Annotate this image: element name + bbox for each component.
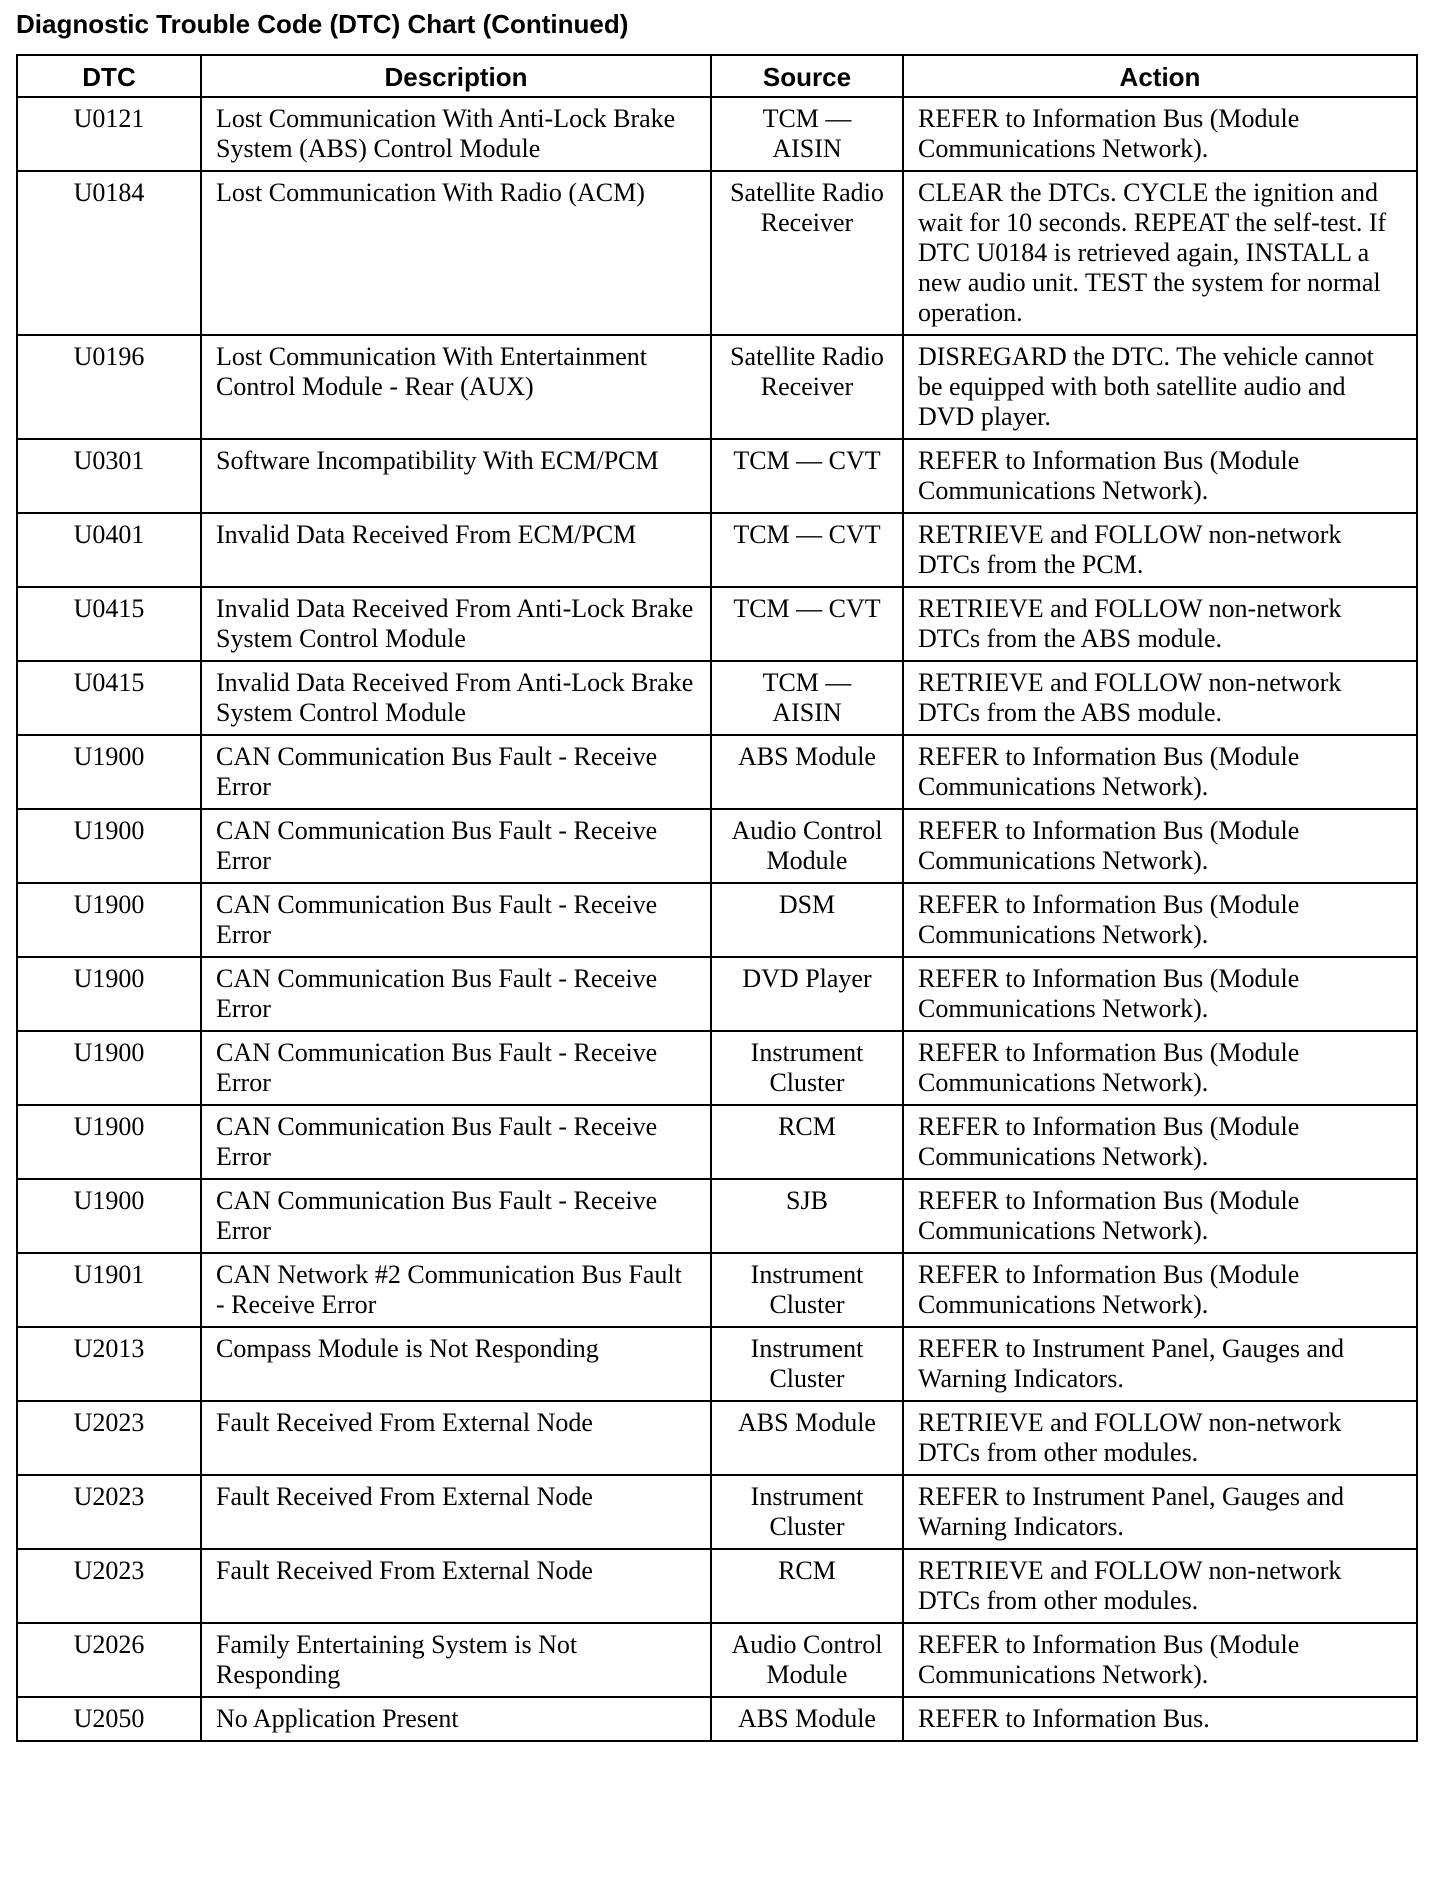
cell-dtc: U2026 [17, 1623, 201, 1697]
table-row [17, 735, 1417, 809]
cell-action: RETRIEVE and FOLLOW non-network DTCs from the ABS module. [903, 587, 1417, 661]
cell-action: REFER to Information Bus. [903, 1697, 1417, 1741]
cell-action: REFER to Information Bus (Module Communications Network). [903, 735, 1417, 809]
cell-description: Invalid Data Received From ECM/PCM [201, 513, 711, 587]
cell-action: RETRIEVE and FOLLOW non-network DTCs from other modules. [903, 1401, 1417, 1475]
cell-source: Audio Control Module [711, 809, 903, 883]
cell-action: REFER to Information Bus (Module Communications Network). [903, 1253, 1417, 1327]
cell-dtc: U1900 [17, 1179, 201, 1253]
cell-description: Lost Communication With Entertainment Control Module - Rear (AUX) [201, 335, 711, 439]
table-row [17, 1031, 1417, 1105]
cell-dtc: U0121 [17, 97, 201, 171]
table-row [17, 1179, 1417, 1253]
table-row [17, 1401, 1417, 1475]
table-row [17, 1623, 1417, 1697]
cell-description: CAN Network #2 Communication Bus Fault - Receive Error [201, 1253, 711, 1327]
cell-action: REFER to Information Bus (Module Communications Network). [903, 883, 1417, 957]
cell-description: Invalid Data Received From Anti-Lock Brake System Control Module [201, 661, 711, 735]
cell-dtc: U0401 [17, 513, 201, 587]
cell-dtc: U0301 [17, 439, 201, 513]
dtc-table [16, 54, 1418, 1742]
cell-source: Instrument Cluster [711, 1327, 903, 1401]
table-body [17, 97, 1417, 1741]
cell-action: RETRIEVE and FOLLOW non-network DTCs from the PCM. [903, 513, 1417, 587]
cell-action: CLEAR the DTCs. CYCLE the ignition and wait for 10 seconds. REPEAT the self-test. If DTC U0184 is retrieved again, INSTALL a new audio unit. TEST the system for normal operation. [903, 171, 1417, 335]
cell-dtc: U1901 [17, 1253, 201, 1327]
header-description: Description [201, 55, 711, 97]
page-title: Diagnostic Trouble Code (DTC) Chart (Continued) [16, 9, 629, 39]
cell-description: CAN Communication Bus Fault - Receive Error [201, 883, 711, 957]
header-action: Action [903, 55, 1417, 97]
cell-description: CAN Communication Bus Fault - Receive Error [201, 735, 711, 809]
cell-source: Audio Control Module [711, 1623, 903, 1697]
header-dtc: DTC [17, 55, 201, 97]
table-row [17, 171, 1417, 335]
cell-action: REFER to Information Bus (Module Communications Network). [903, 1179, 1417, 1253]
cell-dtc: U2023 [17, 1401, 201, 1475]
table-row [17, 957, 1417, 1031]
cell-action: REFER to Information Bus (Module Communications Network). [903, 439, 1417, 513]
cell-dtc: U2013 [17, 1327, 201, 1401]
cell-source: Instrument Cluster [711, 1475, 903, 1549]
header-source: Source [711, 55, 903, 97]
cell-dtc: U0196 [17, 335, 201, 439]
cell-description: CAN Communication Bus Fault - Receive Error [201, 957, 711, 1031]
table-row [17, 587, 1417, 661]
cell-dtc: U0415 [17, 661, 201, 735]
cell-source: Satellite Radio Receiver [711, 335, 903, 439]
cell-description: Family Entertaining System is Not Responding [201, 1623, 711, 1697]
cell-source: DSM [711, 883, 903, 957]
cell-dtc: U2023 [17, 1475, 201, 1549]
table-row [17, 1105, 1417, 1179]
cell-action: RETRIEVE and FOLLOW non-network DTCs from other modules. [903, 1549, 1417, 1623]
table-row [17, 513, 1417, 587]
cell-source: TCM — CVT [711, 439, 903, 513]
table-row [17, 1253, 1417, 1327]
table-row [17, 439, 1417, 513]
cell-source: TCM — CVT [711, 513, 903, 587]
cell-description: CAN Communication Bus Fault - Receive Error [201, 809, 711, 883]
cell-source: ABS Module [711, 1401, 903, 1475]
cell-description: Lost Communication With Anti-Lock Brake System (ABS) Control Module [201, 97, 711, 171]
cell-source: Satellite Radio Receiver [711, 171, 903, 335]
cell-source: ABS Module [711, 1697, 903, 1741]
cell-description: CAN Communication Bus Fault - Receive Error [201, 1179, 711, 1253]
cell-description: Invalid Data Received From Anti-Lock Brake System Control Module [201, 587, 711, 661]
cell-action: REFER to Information Bus (Module Communications Network). [903, 1031, 1417, 1105]
cell-source: Instrument Cluster [711, 1253, 903, 1327]
cell-dtc: U0415 [17, 587, 201, 661]
cell-dtc: U2050 [17, 1697, 201, 1741]
cell-source: Instrument Cluster [711, 1031, 903, 1105]
cell-description: Fault Received From External Node [201, 1549, 711, 1623]
cell-description: No Application Present [201, 1697, 711, 1741]
cell-source: TCM — AISIN [711, 97, 903, 171]
table-row [17, 1697, 1417, 1741]
cell-dtc: U1900 [17, 883, 201, 957]
cell-description: Compass Module is Not Responding [201, 1327, 711, 1401]
cell-description: CAN Communication Bus Fault - Receive Error [201, 1105, 711, 1179]
cell-dtc: U1900 [17, 735, 201, 809]
cell-source: TCM — CVT [711, 587, 903, 661]
cell-source: TCM — AISIN [711, 661, 903, 735]
cell-description: Lost Communication With Radio (ACM) [201, 171, 711, 335]
cell-action: DISREGARD the DTC. The vehicle cannot be equipped with both satellite audio and DVD player. [903, 335, 1417, 439]
cell-action: RETRIEVE and FOLLOW non-network DTCs from the ABS module. [903, 661, 1417, 735]
cell-action: REFER to Information Bus (Module Communications Network). [903, 1623, 1417, 1697]
cell-description: Software Incompatibility With ECM/PCM [201, 439, 711, 513]
table-row [17, 883, 1417, 957]
cell-source: RCM [711, 1105, 903, 1179]
cell-description: Fault Received From External Node [201, 1475, 711, 1549]
table-row [17, 335, 1417, 439]
table-header-row [17, 55, 1417, 97]
cell-action: REFER to Information Bus (Module Communications Network). [903, 809, 1417, 883]
table-row [17, 809, 1417, 883]
cell-source: RCM [711, 1549, 903, 1623]
cell-action: REFER to Information Bus (Module Communications Network). [903, 97, 1417, 171]
table-row [17, 1475, 1417, 1549]
cell-dtc: U1900 [17, 809, 201, 883]
cell-source: DVD Player [711, 957, 903, 1031]
table-row [17, 1327, 1417, 1401]
table-row [17, 661, 1417, 735]
cell-dtc: U1900 [17, 1031, 201, 1105]
cell-source: ABS Module [711, 735, 903, 809]
cell-action: REFER to Instrument Panel, Gauges and Warning Indicators. [903, 1327, 1417, 1401]
cell-dtc: U2023 [17, 1549, 201, 1623]
cell-dtc: U1900 [17, 957, 201, 1031]
cell-source: SJB [711, 1179, 903, 1253]
cell-action: REFER to Information Bus (Module Communications Network). [903, 957, 1417, 1031]
cell-action: REFER to Information Bus (Module Communications Network). [903, 1105, 1417, 1179]
table-row [17, 97, 1417, 171]
cell-dtc: U0184 [17, 171, 201, 335]
table-row [17, 1549, 1417, 1623]
cell-action: REFER to Instrument Panel, Gauges and Warning Indicators. [903, 1475, 1417, 1549]
cell-dtc: U1900 [17, 1105, 201, 1179]
cell-description: CAN Communication Bus Fault - Receive Error [201, 1031, 711, 1105]
cell-description: Fault Received From External Node [201, 1401, 711, 1475]
